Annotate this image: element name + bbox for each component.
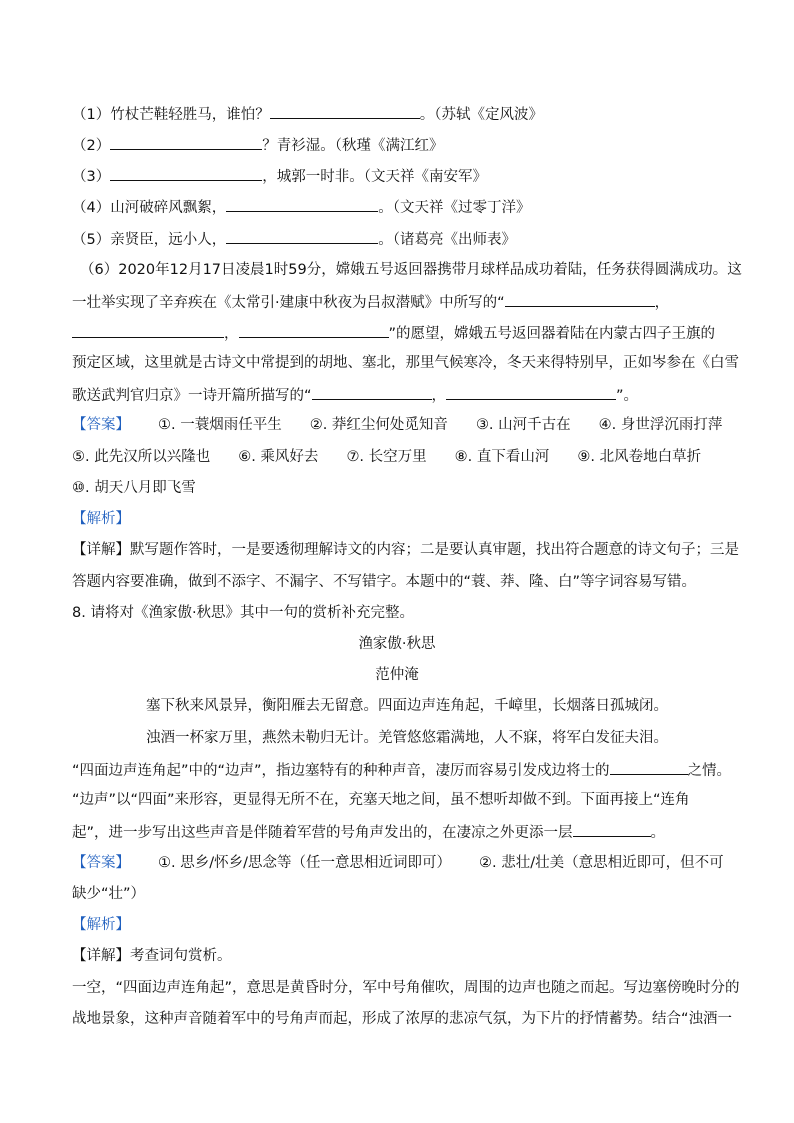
detail-label: 【详解】 <box>72 948 130 964</box>
q8-para-line-1: “四面边声连角起”中的“边声”，指边塞特有的种种声音，凄厉而容易引发戍边将士的 之情。 <box>72 759 722 779</box>
poem-line-2: 浊酒一杯家万里，燕然未勒归无计。羌管悠悠霜满地，人不寐，将军白发征夫泪。 <box>146 730 668 746</box>
q7-item-6-line-2: 一壮举实现了辛弃疾在《太常引·建康中秋夜为吕叔潜赋》中所写的“ ， <box>72 291 722 311</box>
analysis-label: 【解析】 <box>72 917 130 933</box>
answer-blank <box>239 322 389 338</box>
q8-prompt: 8. 请将对《渔家傲·秋思》其中一句的赏析补充完整。 <box>72 605 415 621</box>
q7-item-6-line-3: ， ”的愿望，嫦娥五号返回器着陆在内蒙古四子王旗的 <box>72 322 722 342</box>
detail-label: 【详解】 <box>72 542 130 558</box>
answer-blank <box>312 384 432 400</box>
q7-answers-row-3: ⑩. 胡天八月即飞雪 <box>72 480 196 496</box>
poem-title: 渔家傲·秋思 <box>358 636 436 652</box>
q8-answers-row-1: 【答案】 ①. 思乡/怀乡/思念等（任一意思相近词即可） ②. 悲壮/壮美（意思相近即可，但不可 <box>72 855 724 871</box>
answer-blank <box>573 821 651 837</box>
answer-blank <box>610 759 688 775</box>
q7-item-3: （3） ，城郭一时非。（文天祥《南安军》 <box>72 165 722 185</box>
answer-blank <box>226 196 378 212</box>
q7-detail-line-2: 答题内容要准确，做到不添字、不漏字、不写错字。本题中的“蓑、莽、隆、白”等字词容易写错。 <box>72 574 697 590</box>
analysis-label: 【解析】 <box>72 511 130 527</box>
q8-body-line-1: 一空，“四面边声连角起”，意思是黄昏时分，军中号角催吹，周围的边声也随之而起。写边塞傍晚时分的 <box>72 980 740 996</box>
answer-blank <box>505 291 655 307</box>
q7-item-1: （1）竹杖芒鞋轻胜马，谁怕？ 。（苏轼《定风波》 <box>72 103 722 123</box>
q8-answers-row-2: 缺少“壮”） <box>72 886 146 902</box>
answer-blank <box>226 228 378 244</box>
q7-item-4: （4）山河破碎风飘絮， 。（文天祥《过零丁洋》 <box>72 196 722 216</box>
poem-author: 范仲淹 <box>375 667 419 683</box>
q7-answers-row-2: ⑤. 此先汉所以兴隆也 ⑥. 乘风好去 ⑦. 长空万里 ⑧. 直下看山河 ⑨. 北风卷地白草折 <box>72 449 702 465</box>
answer-label: 【答案】 <box>72 417 130 433</box>
q8-detail-line-1: 【详解】考查词句赏析。 <box>72 948 232 964</box>
answer-blank <box>72 322 224 338</box>
poem-line-1: 塞下秋来风景异，衡阳雁去无留意。四面边声连角起，千嶂里，长烟落日孤城闭。 <box>146 698 668 714</box>
q7-item-6-line-1: （6）2020年12月17日凌晨1时59分，嫦娥五号返回器携带月球样品成功着陆，任务获得圆满成功。这 <box>80 262 742 278</box>
q8-para-line-2: “边声”以“四面”来形容，更显得无所不在，充塞天地之间，虽不想听却做不到。下面再接上“连角 <box>72 792 690 808</box>
q8-body-line-2: 战地景象，这种声音随着军中的号角声而起，形成了浓厚的悲凉气氛，为下片的抒情蓄势。结合“浊酒一 <box>72 1011 733 1027</box>
q7-item-6-line-4: 预定区域，这里就是古诗文中常提到的胡地、塞北，那里气候寒冷，冬天来得特别早，正如岑参在《白雪 <box>72 355 739 371</box>
q7-item-2: （2） ？青衫湿。（秋瑾《满江红》 <box>72 134 722 154</box>
q7-detail-line-1: 【详解】默写题作答时，一是要透彻理解诗文的内容；二是要认真审题，找出符合题意的诗文句子；三是 <box>72 542 739 558</box>
answer-blank <box>110 165 262 181</box>
q7-item-6-line-5: 歌送武判官归京》一诗开篇所描写的“ ， ”。 <box>72 384 722 404</box>
q7-item-5: （5）亲贤臣，远小人， 。（诸葛亮《出师表》 <box>72 228 722 248</box>
answer-blank <box>446 384 616 400</box>
answer-blank <box>110 134 262 150</box>
answer-label: 【答案】 <box>72 855 130 871</box>
answer-blank <box>270 103 420 119</box>
q7-answers-row-1: 【答案】 ①. 一蓑烟雨任平生 ②. 莽红尘何处觅知音 ③. 山河千古在 ④. 身世浮沉雨打萍 <box>72 417 723 433</box>
q8-para-line-3: 起”，进一步写出这些声音是伴随着军营的号角声发出的，在凄凉之外更添一层 。 <box>72 821 722 841</box>
